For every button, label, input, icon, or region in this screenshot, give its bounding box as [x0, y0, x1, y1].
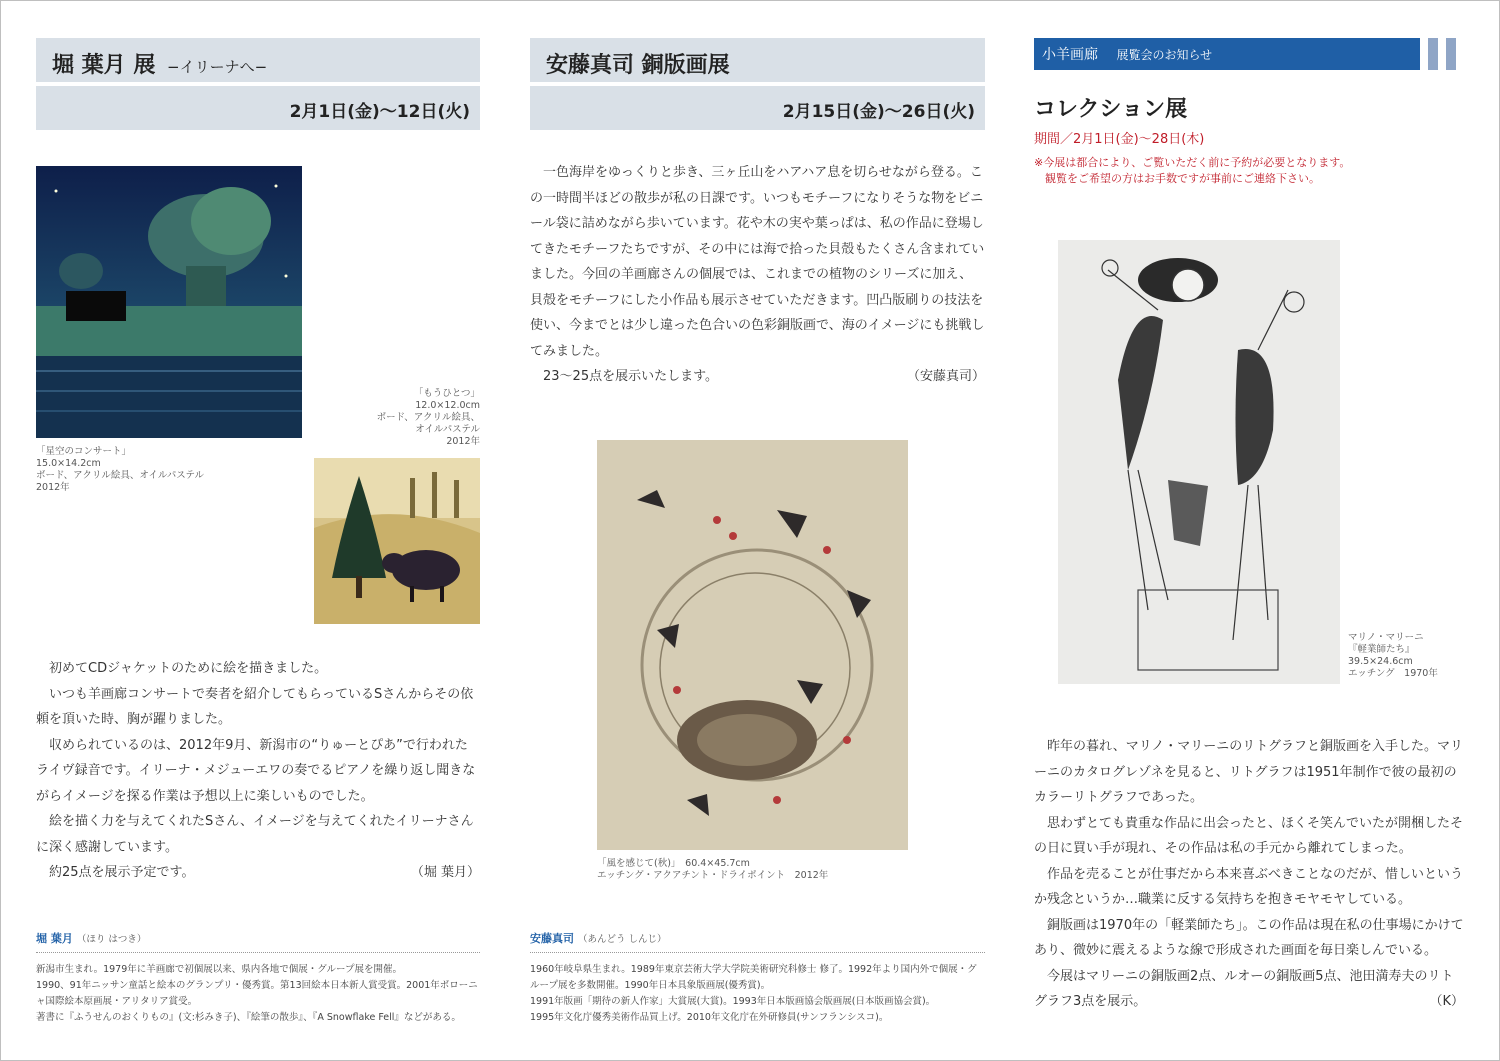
ando-statement: 一色海岸をゆっくりと歩き、三ヶ丘山をハアハア息を切らせながら登る。この一時間半ほどの散歩が私の日課です。いつもモチーフになりそうな物をビニール袋に詰めながら歩いています。花や木の実や葉っぱは、私の作品に登場してきたモチーフたちですが、その中には海で拾った貝殻もたくさん含まれていました。今回の羊画廊さんの個展では、これまでの植物のシリーズに加え、貝殻をモチーフにした小作品も展示させていただきます。凹凸版刷りの技法を使い、今までとは少し違った色合いの色彩銅版画で、海のイメージにも挑戦してみました。 23〜25点を展示いたします。 （安藤真司）: [530, 160, 985, 390]
exhibition-subtitle: −イリーナへ−: [167, 58, 268, 76]
collection-title: コレクション展: [1034, 97, 1188, 122]
reservation-notice: ※今展は都合により、ご覧いただく前に予約が必要となります。 観覧をご希望の方はお手数ですが事前にご連絡下さい。: [1034, 156, 1351, 185]
artwork-mou-hitotsu: [314, 458, 480, 624]
artwork-starry-concert: [36, 166, 302, 438]
artist-bio-name: 堀 葉月 （ほり はつき）: [36, 932, 147, 945]
hori-exhibition: [36, 0, 480, 1061]
artwork-mou-hitotsu-caption: 「もうひとつ」 12.0×12.0cm ボード、アクリル絵具、 オイルパステル 2012年: [376, 388, 480, 447]
closing-note: 約25点を展示予定です。: [49, 865, 195, 880]
ando-exhibition: [530, 0, 985, 1061]
gallery-name: 小羊画廊: [1042, 47, 1098, 63]
exhibition-title: 安藤真司 銅版画展: [546, 53, 730, 78]
gallery-header-bar: [1034, 38, 1420, 70]
closing-note: 今展はマリーニの銅版画2点、ルオーの銅版画5点、池田満寿夫のリトグラフ3点を展示。: [1034, 968, 1454, 1009]
collection-exhibition: [1034, 0, 1464, 1061]
gallery-section: 展覧会のお知らせ: [1116, 48, 1213, 62]
exhibition-dates: 2月15日(金)〜26日(火): [530, 86, 985, 130]
header-accent-tab: [1446, 38, 1456, 70]
artwork-kaze-wo-kanjite: [597, 440, 908, 850]
exhibition-dates: 2月1日(金)〜12日(火): [36, 86, 480, 130]
artwork-starry-concert-caption: 「星空のコンサート」 15.0×14.2cm ボード、アクリル絵具、オイルパステル 2012年: [36, 446, 205, 493]
artwork-acrobats-caption: マリノ・マリーニ 『軽業師たち』 39.5×24.6cm エッチング 1970年: [1348, 632, 1438, 679]
signature: （K）: [1429, 994, 1464, 1009]
exhibition-title: 堀 葉月 展: [52, 53, 156, 78]
artist-bio-name: 安藤真司 （あんどう しんじ）: [530, 932, 667, 945]
collection-period: 期間／2月1日(金)〜28日(木): [1034, 132, 1205, 147]
header-accent-tab: [1428, 38, 1438, 70]
artwork-acrobats: [1058, 240, 1340, 684]
collection-statement: 昨年の暮れ、マリノ・マリーニのリトグラフと銅版画を入手した。マリーニのカタログレゾネを見ると、リトグラフは1951年制作で彼の最初のカラーリトグラフであった。 思わずとても貴重な作品に出会ったと、ほくそ笑んでいたが開梱したその日に買い手が現れ、その作品は私の手元から離れてしまった。 作品を売ることが仕事だから本来喜ぶべきことなのだが、惜しいというか残念というか…職業に反する気持ちを抱きモヤモヤしている。 銅版画は1970年の「軽業師たち」。この作品は現在私の仕事場にかけてあり、微妙に震えるような線で形成された画面を毎日楽しんでいる。 今展はマリーニの銅版画2点、ルオーの銅版画5点、池田満寿夫のリトグラフ3点を展示。 （K）: [1034, 734, 1464, 1015]
exhibition-title-band: [36, 38, 480, 82]
artist-bio: 1960年岐阜県生まれ。1989年東京芸術大学大学院美術研究科修士 修了。1992年より国内外で個展・グループ展を多数開催。1990年日本具象版画展(優秀賞)。 1991年版画「期待の新人作家」大賞展(大賞)。1993年日本版画協会版画展(日本版画協会賞)。 1995年文化庁優秀美術作品買上げ。2010年文化庁在外研修員(サンフランシスコ)。: [530, 964, 977, 1023]
signature: （堀 葉月）: [410, 865, 480, 880]
closing-note: 23〜25点を展示いたします。: [543, 369, 719, 384]
artist-bio: 新潟市生まれ。1979年に羊画廊で初個展以来、県内各地で個展・グループ展を開催。 1990、91年ニッサン童話と絵本のグランプリ・優秀賞。第13回絵本日本新人賞受賞。2001年ボローニャ国際絵本原画展・アリタリア賞受。 著書に『ふうせんのおくりもの』(文:杉みき子)、『絵筆の散歩』、『A Snowflake Fell』などがある。: [36, 964, 478, 1023]
bio-divider: [36, 952, 480, 953]
bio-divider: [530, 952, 985, 953]
hori-statement: 初めてCDジャケットのために絵を描きました。 いつも羊画廊コンサートで奏者を紹介してもらっているSさんからその依頼を頂いた時、胸が躍りました。 収められているのは、2012年9月、新潟市の“りゅーとぴあ”で行われたライヴ録音です。イリーナ・メジューエワの奏でるピアノを繰り返し聞きながらイメージを探る作業は予想以上に楽しいものでした。 絵を描く力を与えてくれたSさん、イメージを与えてくれたイリーナさんに深く感謝しています。 約25点を展示予定です。 （堀 葉月）: [36, 656, 480, 886]
artwork-kaze-wo-kanjite-caption: 「風を感じて(秋)」 60.4×45.7cm エッチング・アクアチント・ドライポイント 2012年: [597, 858, 829, 881]
signature: （安藤真司）: [906, 369, 985, 384]
exhibition-title-band: [530, 38, 985, 82]
